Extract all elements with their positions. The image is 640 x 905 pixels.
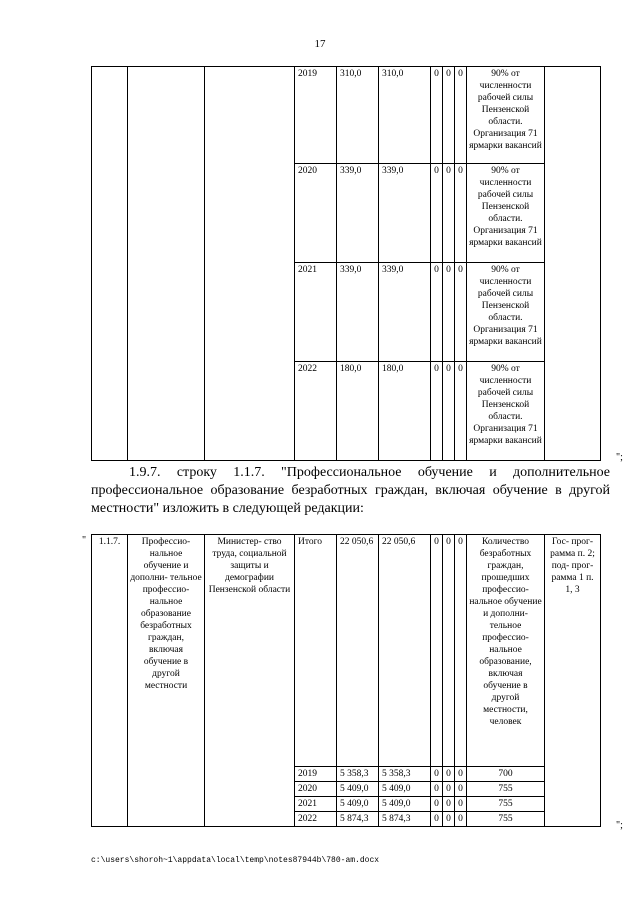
year-cell: 2019 <box>295 67 337 164</box>
year-cell: 2020 <box>295 782 337 797</box>
total-funding-cell: 180,0 <box>337 362 379 461</box>
funding-cell: 0 <box>443 362 455 461</box>
indicator-cell: 90% от численности рабочей силы Пензенской области. Организация 71 ярмарки вакансий <box>467 164 545 263</box>
funding-cell: 0 <box>455 263 467 362</box>
indicator-cell: 90% от численности рабочей силы Пензенской области. Организация 71 ярмарки вакансий <box>467 67 545 164</box>
funding-cell: 0 <box>443 67 455 164</box>
funding-cell: 0 <box>431 164 443 263</box>
regional-funding-cell: 310,0 <box>379 67 431 164</box>
funding-cell: 0 <box>443 782 455 797</box>
funding-cell: 0 <box>443 767 455 782</box>
file-path-footer: c:\users\shoroh~1\appdata\local\temp\notes87944b\780-am.docx <box>91 856 380 865</box>
funding-cell: 0 <box>455 767 467 782</box>
year-cell: 2022 <box>295 812 337 827</box>
indicator-cell: 90% от численности рабочей силы Пензенской области. Организация 71 ярмарки вакансий <box>467 263 545 362</box>
funding-cell: 0 <box>443 263 455 362</box>
year-cell: 2021 <box>295 263 337 362</box>
funding-cell: 0 <box>431 67 443 164</box>
executor-cell: Министер- ство труда, социальной защиты и демографии Пензенской области <box>205 535 295 827</box>
value-cell: 755 <box>467 812 545 827</box>
closing-quote: "; <box>616 820 623 831</box>
empty-cell <box>92 67 128 461</box>
funding-cell: 0 <box>455 67 467 164</box>
value-cell: 755 <box>467 782 545 797</box>
regional-funding-cell: 5 874,3 <box>379 812 431 827</box>
funding-cell: 0 <box>443 535 455 767</box>
year-cell: 2022 <box>295 362 337 461</box>
year-cell: 2019 <box>295 767 337 782</box>
regional-funding-cell: 5 409,0 <box>379 782 431 797</box>
value-cell: 755 <box>467 797 545 812</box>
empty-cell <box>205 67 295 461</box>
funding-cell: 0 <box>443 164 455 263</box>
funding-cell: 0 <box>455 812 467 827</box>
funding-cell: 0 <box>455 164 467 263</box>
total-funding-cell: 5 409,0 <box>337 782 379 797</box>
page-number: 17 <box>314 38 326 50</box>
empty-cell <box>545 67 601 461</box>
value-cell: 700 <box>467 767 545 782</box>
regional-funding-cell: 5 358,3 <box>379 767 431 782</box>
funding-cell: 0 <box>455 362 467 461</box>
funding-cell: 0 <box>431 767 443 782</box>
funding-cell: 0 <box>455 782 467 797</box>
total-funding-cell: 339,0 <box>337 164 379 263</box>
funding-cell: 0 <box>431 263 443 362</box>
funding-cell: 0 <box>455 535 467 767</box>
funding-cell: 0 <box>431 797 443 812</box>
total-funding-cell: 5 358,3 <box>337 767 379 782</box>
program-table <box>91 534 601 827</box>
total-funding-cell: 310,0 <box>337 67 379 164</box>
funding-cell: 0 <box>431 812 443 827</box>
regional-funding-cell: 5 409,0 <box>379 797 431 812</box>
empty-cell <box>128 67 205 461</box>
total-funding-cell: 339,0 <box>337 263 379 362</box>
year-cell: 2020 <box>295 164 337 263</box>
indicator-cell: Количество безработных граждан, прошедших профессио- нальное обучение и дополни- тельное профессио- нальное образование, включая обучение в другой местности, человек <box>467 535 545 767</box>
table-row <box>92 535 601 767</box>
regional-funding-cell: 22 050,6 <box>379 535 431 767</box>
funding-cell: 0 <box>431 535 443 767</box>
funding-cell: 0 <box>431 362 443 461</box>
funding-cell: 0 <box>431 782 443 797</box>
item-number-cell: 1.1.7. <box>92 535 128 827</box>
regional-funding-cell: 180,0 <box>379 362 431 461</box>
program-link-cell: Гос- прог- рамма п. 2; под- прог- рамма 1 п. 1, 3 <box>545 535 601 827</box>
year-cell: 2021 <box>295 797 337 812</box>
regional-funding-cell: 339,0 <box>379 164 431 263</box>
measure-name-cell: Профессио- нальное обучение и дополни- тельное профессио- нальное образование безработных граждан, включая обучение в другой местности <box>128 535 205 827</box>
closing-quote: "; <box>616 452 623 463</box>
total-funding-cell: 5 874,3 <box>337 812 379 827</box>
year-cell: Итого <box>295 535 337 767</box>
opening-quote: " <box>82 535 87 546</box>
indicator-cell: 90% от численности рабочей силы Пензенской области. Организация 71 ярмарки вакансий <box>467 362 545 461</box>
funding-cell: 0 <box>443 797 455 812</box>
regional-funding-cell: 339,0 <box>379 263 431 362</box>
amendment-paragraph: 1.9.7. строку 1.1.7. "Профессиональное обучение и дополнительное профессиональное образование безработных граждан, включая обучение в другой местности" изложить в следующей редакции: <box>91 465 610 516</box>
funding-cell: 0 <box>443 812 455 827</box>
table-row <box>92 67 601 164</box>
total-funding-cell: 5 409,0 <box>337 797 379 812</box>
funding-cell: 0 <box>455 797 467 812</box>
continuation-table <box>91 66 601 461</box>
total-funding-cell: 22 050,6 <box>337 535 379 767</box>
